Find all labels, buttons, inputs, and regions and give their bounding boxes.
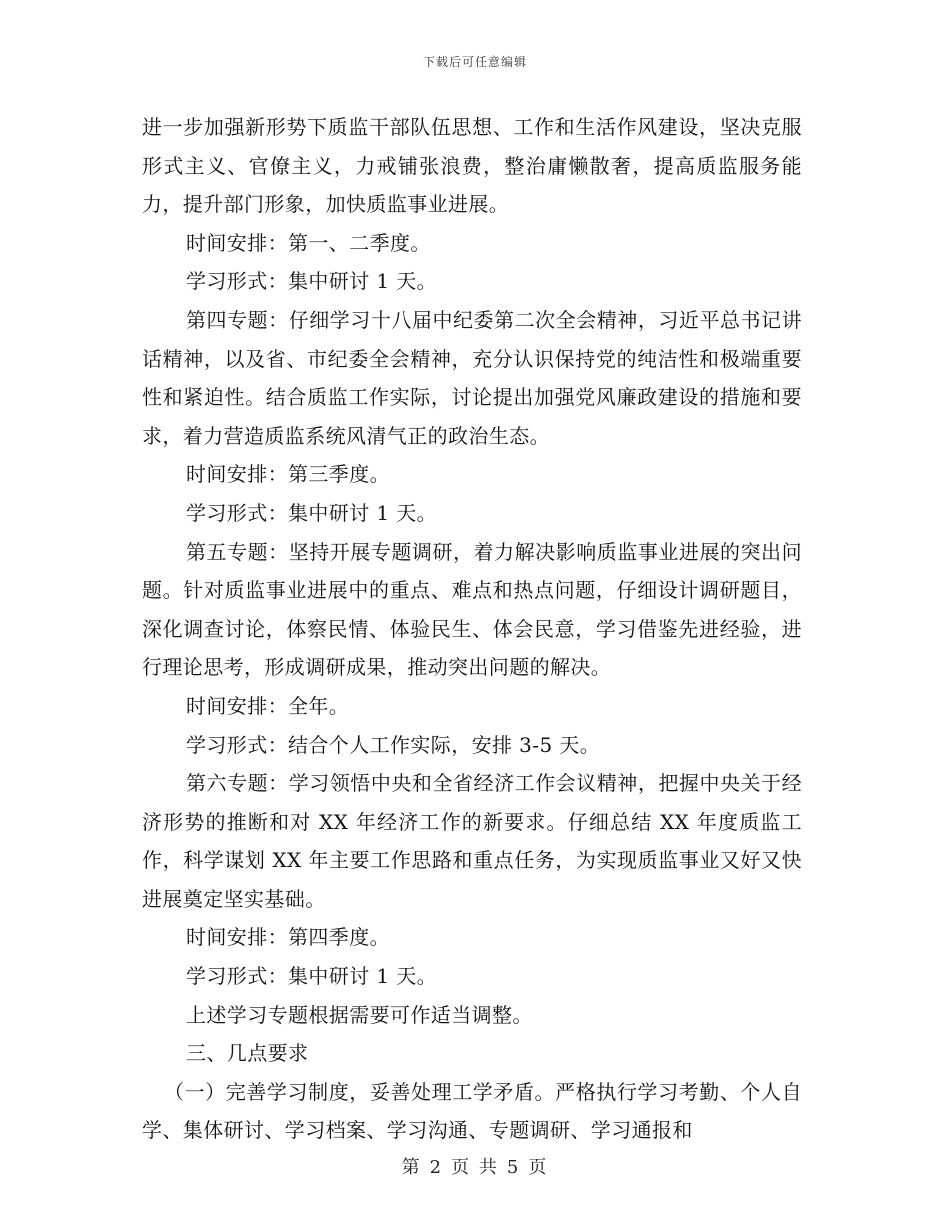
footer-prefix: 第 — [401, 1157, 422, 1178]
paragraph: 进一步加强新形势下质监干部队伍思想、工作和生活作风建设，坚决克服形式主义、官僚主义，力戒铺张浪费，整治庸懒散奢，提高质监服务能力，提升部门形象，加快质监事业进展。 — [142, 115, 802, 217]
paragraph: 第六专题：学习领悟中央和全省经济工作会议精神，把握中央关于经济形势的推断和对 XX 年经济工作的新要求。仔细总结 XX 年度质监工作，科学谋划 XX 年主要工作思路和重点任务，为实现质监事业又好又快进展奠定坚实基础。 — [142, 771, 802, 911]
paragraph: 时间安排：第四季度。 — [186, 925, 390, 950]
paragraph: 上述学习专题根据需要可作适当调整。 — [186, 1002, 533, 1027]
paragraph: 学习形式：集中研讨 1 天。 — [186, 500, 438, 525]
footer-middle: 页 共 — [451, 1157, 499, 1178]
page-header: 下载后可任意编辑 — [422, 55, 527, 69]
paragraph: 学习形式：集中研讨 1 天。 — [186, 269, 438, 294]
paragraph: 第五专题：坚持开展专题调研，着力解决影响质监事业进展的突出问题。针对质监事业进展中的重点、难点和热点问题，仔细设计调研题目，深化调查讨论，体察民情、体验民生、体会民意，学习借鉴先进经验，进行理论思考，形成调研成果，推动突出问题的解决。 — [142, 539, 802, 680]
paragraph: 时间安排：全年。 — [186, 693, 350, 718]
paragraph: 第四专题：仔细学习十八届中纪委第二次全会精神，习近平总书记讲话精神，以及省、市纪委全会精神，充分认识保持党的纯洁性和极端重要性和紧迫性。结合质监工作实际，讨论提出加强党风廉政建设的措施和要求，着力营造质监系统风清气正的政治生态。 — [142, 307, 802, 448]
paragraph: 时间安排：第一、二季度。 — [186, 230, 431, 255]
document-body — [142, 108, 802, 1150]
paragraph: （一）完善学习制度，妥善处理工学矛盾。严格执行学习考勤、个人自学、集体研讨、学习档案、学习沟通、专题调研、学习通报和 — [142, 1079, 802, 1143]
paragraph: 时间安排：第三季度。 — [186, 462, 390, 487]
footer-page-number: 2 — [429, 1157, 444, 1178]
section-heading: 三、几点要求 — [186, 1041, 309, 1066]
paragraph: 学习形式：集中研讨 1 天。 — [186, 964, 438, 989]
footer-suffix: 页 — [528, 1157, 549, 1178]
page-footer — [0, 1153, 950, 1179]
footer-total-pages: 5 — [506, 1157, 521, 1178]
paragraph: 学习形式：结合个人工作实际，安排 3-5 天。 — [186, 732, 601, 757]
